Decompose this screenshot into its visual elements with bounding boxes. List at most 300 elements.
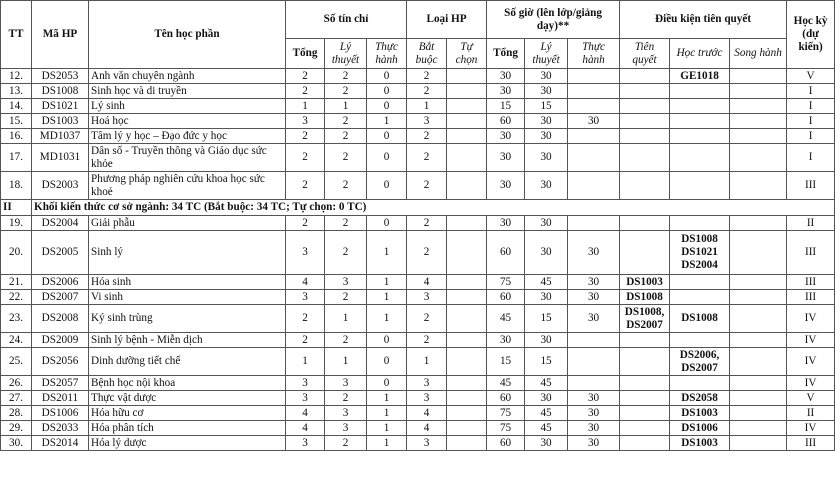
table-row [1, 144, 835, 172]
table-row [1, 129, 835, 144]
cell-bb: 2 [407, 216, 447, 231]
cell-ht [670, 216, 730, 231]
cell-gtong: 75 [487, 406, 525, 421]
cell-lt: 2 [325, 144, 367, 172]
cell-bb: 1 [407, 348, 447, 376]
table-row [1, 172, 835, 200]
cell-gtong: 30 [487, 69, 525, 84]
table-row [1, 421, 835, 436]
cell-hk: V [787, 391, 835, 406]
cell-tc [447, 172, 487, 200]
cell-ten: Anh văn chuyên ngành [89, 69, 286, 84]
cell-tq [620, 406, 670, 421]
cell-tq [620, 114, 670, 129]
cell-gth: 30 [568, 421, 620, 436]
cell-gtong: 15 [487, 99, 525, 114]
cell-ma: DS2057 [32, 376, 89, 391]
cell-sh [730, 69, 787, 84]
cell-gtong: 30 [487, 216, 525, 231]
cell-th: 0 [367, 376, 407, 391]
cell-ten: Sinh lý [89, 231, 286, 275]
cell-ten: Ký sinh trùng [89, 305, 286, 333]
cell-ma: DS1021 [32, 99, 89, 114]
cell-gth: 30 [568, 406, 620, 421]
cell-bb: 3 [407, 391, 447, 406]
header-ten-hp: Tên học phần [89, 1, 286, 69]
cell-tt: 19. [1, 216, 32, 231]
cell-tc [447, 290, 487, 305]
cell-tq [620, 84, 670, 99]
cell-ht: DS1003 [670, 406, 730, 421]
cell-tq [620, 333, 670, 348]
cell-tong: 2 [286, 84, 325, 99]
cell-ten: Bệnh học nội khoa [89, 376, 286, 391]
cell-hk: I [787, 99, 835, 114]
cell-ten: Lý sinh [89, 99, 286, 114]
cell-tt: 21. [1, 275, 32, 290]
section-title: Khối kiến thức cơ sở ngành: 34 TC (Bắt buộc: 34 TC; Tự chọn: 0 TC) [32, 200, 835, 216]
cell-tq: DS1003 [620, 275, 670, 290]
cell-bb: 2 [407, 231, 447, 275]
cell-sh [730, 305, 787, 333]
cell-glt: 30 [525, 290, 568, 305]
cell-ma: DS2007 [32, 290, 89, 305]
cell-ten: Thực vật dược [89, 391, 286, 406]
cell-lt: 1 [325, 305, 367, 333]
cell-ht: DS1006 [670, 421, 730, 436]
cell-gth [568, 84, 620, 99]
cell-tong: 2 [286, 69, 325, 84]
cell-ten: Sinh học và di truyền [89, 84, 286, 99]
cell-tc [447, 99, 487, 114]
cell-lt: 3 [325, 275, 367, 290]
cell-gth [568, 172, 620, 200]
cell-ht: DS1008 DS1021 DS2004 [670, 231, 730, 275]
cell-ma: MD1037 [32, 129, 89, 144]
cell-ht: DS2058 [670, 391, 730, 406]
cell-bb: 2 [407, 305, 447, 333]
cell-ma: DS2009 [32, 333, 89, 348]
cell-gth: 30 [568, 436, 620, 451]
cell-hk: II [787, 406, 835, 421]
cell-tong: 2 [286, 172, 325, 200]
cell-ten: Hóa phân tích [89, 421, 286, 436]
cell-th: 1 [367, 421, 407, 436]
cell-hk: III [787, 290, 835, 305]
cell-sh [730, 129, 787, 144]
cell-ht [670, 333, 730, 348]
section-number: II [1, 200, 32, 216]
header-ma-hp: Mã HP [32, 1, 89, 69]
cell-gtong: 30 [487, 129, 525, 144]
cell-tq [620, 376, 670, 391]
cell-tong: 4 [286, 275, 325, 290]
cell-hk: IV [787, 421, 835, 436]
cell-tc [447, 406, 487, 421]
cell-ht [670, 144, 730, 172]
cell-ma: DS2006 [32, 275, 89, 290]
header-bat-buoc: Bắt buộc [407, 39, 447, 69]
cell-lt: 2 [325, 436, 367, 451]
cell-sh [730, 391, 787, 406]
table-row [1, 99, 835, 114]
cell-gtong: 60 [487, 391, 525, 406]
table-row [1, 216, 835, 231]
section-row [1, 200, 835, 216]
cell-tong: 1 [286, 99, 325, 114]
cell-bb: 3 [407, 114, 447, 129]
cell-lt: 2 [325, 290, 367, 305]
cell-gtong: 30 [487, 84, 525, 99]
cell-ten: Giải phẫu [89, 216, 286, 231]
cell-ten: Hóa sinh [89, 275, 286, 290]
cell-gth [568, 333, 620, 348]
cell-tc [447, 333, 487, 348]
header-dieu-kien: Điều kiện tiên quyết [620, 1, 787, 39]
cell-tq [620, 216, 670, 231]
cell-gth: 30 [568, 391, 620, 406]
cell-lt: 3 [325, 421, 367, 436]
cell-bb: 4 [407, 406, 447, 421]
cell-sh [730, 172, 787, 200]
cell-th: 0 [367, 216, 407, 231]
header-thuc-hanh-tc: Thực hành [367, 39, 407, 69]
cell-tt: 30. [1, 436, 32, 451]
header-tu-chon: Tự chọn [447, 39, 487, 69]
cell-ht [670, 275, 730, 290]
cell-glt: 30 [525, 69, 568, 84]
cell-glt: 45 [525, 421, 568, 436]
cell-ht: GE1018 [670, 69, 730, 84]
cell-th: 1 [367, 114, 407, 129]
header-tong-tc: Tổng [286, 39, 325, 69]
cell-glt: 45 [525, 275, 568, 290]
cell-ma: DS2004 [32, 216, 89, 231]
cell-sh [730, 84, 787, 99]
cell-lt: 2 [325, 84, 367, 99]
cell-sh [730, 114, 787, 129]
cell-gth: 30 [568, 305, 620, 333]
cell-ma: DS2053 [32, 69, 89, 84]
cell-tc [447, 376, 487, 391]
header-tong-gio: Tổng [487, 39, 525, 69]
cell-th: 0 [367, 172, 407, 200]
cell-tq [620, 421, 670, 436]
cell-tq [620, 129, 670, 144]
cell-bb: 3 [407, 290, 447, 305]
cell-gtong: 60 [487, 290, 525, 305]
cell-sh [730, 216, 787, 231]
cell-tc [447, 84, 487, 99]
cell-ten: Dinh dưỡng tiết chế [89, 348, 286, 376]
cell-ten: Hóa lý dược [89, 436, 286, 451]
cell-glt: 30 [525, 144, 568, 172]
cell-bb: 2 [407, 333, 447, 348]
table-row [1, 391, 835, 406]
table-row [1, 333, 835, 348]
cell-tq [620, 231, 670, 275]
cell-sh [730, 99, 787, 114]
cell-hk: I [787, 84, 835, 99]
cell-glt: 30 [525, 216, 568, 231]
cell-glt: 30 [525, 129, 568, 144]
cell-hk: IV [787, 376, 835, 391]
header-hoc-ky: Học kỳ (dự kiến) [787, 1, 835, 69]
cell-ma: DS2011 [32, 391, 89, 406]
cell-glt: 45 [525, 406, 568, 421]
cell-tt: 29. [1, 421, 32, 436]
cell-sh [730, 275, 787, 290]
cell-tc [447, 129, 487, 144]
header-tien-quyet: Tiên quyết [620, 39, 670, 69]
cell-gtong: 75 [487, 275, 525, 290]
cell-bb: 2 [407, 144, 447, 172]
cell-ten: Sinh lý bệnh - Miễn dịch [89, 333, 286, 348]
cell-th: 1 [367, 305, 407, 333]
cell-tq [620, 391, 670, 406]
table-row [1, 376, 835, 391]
table-row [1, 275, 835, 290]
cell-lt: 2 [325, 391, 367, 406]
cell-tong: 2 [286, 333, 325, 348]
cell-glt: 30 [525, 114, 568, 129]
cell-tc [447, 69, 487, 84]
cell-ten: Dân số - Truyền thông và Giáo dục sức khỏe [89, 144, 286, 172]
cell-hk: I [787, 144, 835, 172]
cell-ht [670, 129, 730, 144]
cell-th: 1 [367, 290, 407, 305]
cell-bb: 2 [407, 129, 447, 144]
cell-tc [447, 436, 487, 451]
cell-glt: 30 [525, 391, 568, 406]
cell-gth [568, 348, 620, 376]
cell-tt: 25. [1, 348, 32, 376]
cell-tq [620, 69, 670, 84]
table-row [1, 290, 835, 305]
header-hoc-truoc: Học trước [670, 39, 730, 69]
cell-glt: 30 [525, 436, 568, 451]
cell-bb: 1 [407, 99, 447, 114]
header-thuc-hanh-gio: Thực hành [568, 39, 620, 69]
cell-ht [670, 172, 730, 200]
cell-tc [447, 275, 487, 290]
cell-tt: 26. [1, 376, 32, 391]
cell-gtong: 45 [487, 305, 525, 333]
cell-tong: 3 [286, 231, 325, 275]
cell-tong: 4 [286, 421, 325, 436]
cell-tq [620, 348, 670, 376]
cell-ht [670, 290, 730, 305]
cell-sh [730, 333, 787, 348]
cell-hk: I [787, 114, 835, 129]
cell-sh [730, 290, 787, 305]
cell-gtong: 60 [487, 114, 525, 129]
cell-tc [447, 216, 487, 231]
cell-glt: 30 [525, 231, 568, 275]
cell-tt: 15. [1, 114, 32, 129]
cell-th: 1 [367, 406, 407, 421]
cell-lt: 2 [325, 129, 367, 144]
cell-tt: 24. [1, 333, 32, 348]
cell-tc [447, 305, 487, 333]
cell-tq [620, 99, 670, 114]
cell-sh [730, 406, 787, 421]
cell-gth [568, 144, 620, 172]
cell-th: 0 [367, 333, 407, 348]
cell-tong: 2 [286, 129, 325, 144]
cell-lt: 2 [325, 216, 367, 231]
cell-gtong: 60 [487, 231, 525, 275]
cell-lt: 3 [325, 406, 367, 421]
cell-lt: 1 [325, 99, 367, 114]
cell-glt: 30 [525, 84, 568, 99]
cell-tt: 14. [1, 99, 32, 114]
cell-ht [670, 114, 730, 129]
cell-bb: 4 [407, 421, 447, 436]
cell-hk: I [787, 129, 835, 144]
cell-gth: 30 [568, 114, 620, 129]
cell-hk: III [787, 436, 835, 451]
cell-ma: DS1006 [32, 406, 89, 421]
cell-ten: Tâm lý y học – Đạo đức y học [89, 129, 286, 144]
cell-tt: 16. [1, 129, 32, 144]
table-row [1, 84, 835, 99]
cell-ht [670, 99, 730, 114]
table-row [1, 406, 835, 421]
cell-tong: 1 [286, 348, 325, 376]
cell-th: 1 [367, 231, 407, 275]
cell-gth [568, 129, 620, 144]
cell-gtong: 30 [487, 144, 525, 172]
cell-ten: Hóa hữu cơ [89, 406, 286, 421]
cell-tt: 20. [1, 231, 32, 275]
cell-lt: 2 [325, 114, 367, 129]
cell-tt: 23. [1, 305, 32, 333]
table-row [1, 348, 835, 376]
cell-hk: V [787, 69, 835, 84]
cell-lt: 1 [325, 348, 367, 376]
cell-gth [568, 376, 620, 391]
cell-sh [730, 421, 787, 436]
cell-ma: DS2003 [32, 172, 89, 200]
cell-tq: DS1008, DS2007 [620, 305, 670, 333]
cell-th: 0 [367, 99, 407, 114]
cell-ht: DS1003 [670, 436, 730, 451]
cell-tong: 3 [286, 376, 325, 391]
table-row [1, 114, 835, 129]
cell-gth [568, 216, 620, 231]
cell-th: 1 [367, 275, 407, 290]
cell-hk: IV [787, 333, 835, 348]
cell-tt: 28. [1, 406, 32, 421]
table-row [1, 436, 835, 451]
cell-bb: 3 [407, 376, 447, 391]
cell-ht: DS1008 [670, 305, 730, 333]
cell-ten: Vi sinh [89, 290, 286, 305]
cell-ma: DS2005 [32, 231, 89, 275]
cell-tq [620, 144, 670, 172]
cell-ht: DS2006, DS2007 [670, 348, 730, 376]
cell-tq [620, 172, 670, 200]
cell-tong: 2 [286, 216, 325, 231]
cell-th: 0 [367, 348, 407, 376]
cell-ma: DS2008 [32, 305, 89, 333]
cell-gtong: 30 [487, 172, 525, 200]
header-song-hanh: Song hành [730, 39, 787, 69]
cell-gth: 30 [568, 275, 620, 290]
cell-tong: 2 [286, 144, 325, 172]
cell-th: 0 [367, 69, 407, 84]
cell-lt: 2 [325, 231, 367, 275]
cell-th: 1 [367, 436, 407, 451]
cell-ht [670, 376, 730, 391]
cell-lt: 3 [325, 376, 367, 391]
cell-glt: 15 [525, 99, 568, 114]
header-so-tin-chi: Số tín chỉ [286, 1, 407, 39]
cell-tt: 12. [1, 69, 32, 84]
cell-tq [620, 436, 670, 451]
cell-gtong: 60 [487, 436, 525, 451]
cell-th: 1 [367, 391, 407, 406]
cell-ten: Phương pháp nghiên cứu khoa học sức khoẻ [89, 172, 286, 200]
cell-hk: III [787, 275, 835, 290]
cell-sh [730, 348, 787, 376]
cell-tong: 3 [286, 290, 325, 305]
cell-gtong: 30 [487, 333, 525, 348]
cell-lt: 2 [325, 69, 367, 84]
cell-ten: Hoá học [89, 114, 286, 129]
cell-gth [568, 69, 620, 84]
cell-hk: II [787, 216, 835, 231]
cell-tq: DS1008 [620, 290, 670, 305]
cell-gtong: 15 [487, 348, 525, 376]
cell-gth: 30 [568, 290, 620, 305]
table-row [1, 231, 835, 275]
cell-th: 0 [367, 129, 407, 144]
cell-tt: 13. [1, 84, 32, 99]
cell-ht [670, 84, 730, 99]
cell-glt: 30 [525, 333, 568, 348]
cell-glt: 15 [525, 305, 568, 333]
cell-tong: 3 [286, 391, 325, 406]
cell-ma: MD1031 [32, 144, 89, 172]
cell-bb: 2 [407, 69, 447, 84]
cell-hk: III [787, 231, 835, 275]
cell-tt: 27. [1, 391, 32, 406]
cell-tc [447, 144, 487, 172]
cell-sh [730, 231, 787, 275]
cell-gtong: 45 [487, 376, 525, 391]
cell-tc [447, 348, 487, 376]
cell-lt: 2 [325, 172, 367, 200]
cell-bb: 2 [407, 84, 447, 99]
cell-gth [568, 99, 620, 114]
cell-bb: 4 [407, 275, 447, 290]
cell-glt: 45 [525, 376, 568, 391]
cell-tt: 22. [1, 290, 32, 305]
cell-tt: 18. [1, 172, 32, 200]
cell-ma: DS2014 [32, 436, 89, 451]
cell-bb: 2 [407, 172, 447, 200]
header-tt: TT [1, 1, 32, 69]
cell-gtong: 75 [487, 421, 525, 436]
header-ly-thuyet-gio: Lý thuyết [525, 39, 568, 69]
cell-tc [447, 231, 487, 275]
cell-ma: DS2033 [32, 421, 89, 436]
cell-sh [730, 436, 787, 451]
cell-ma: DS2056 [32, 348, 89, 376]
cell-hk: III [787, 172, 835, 200]
